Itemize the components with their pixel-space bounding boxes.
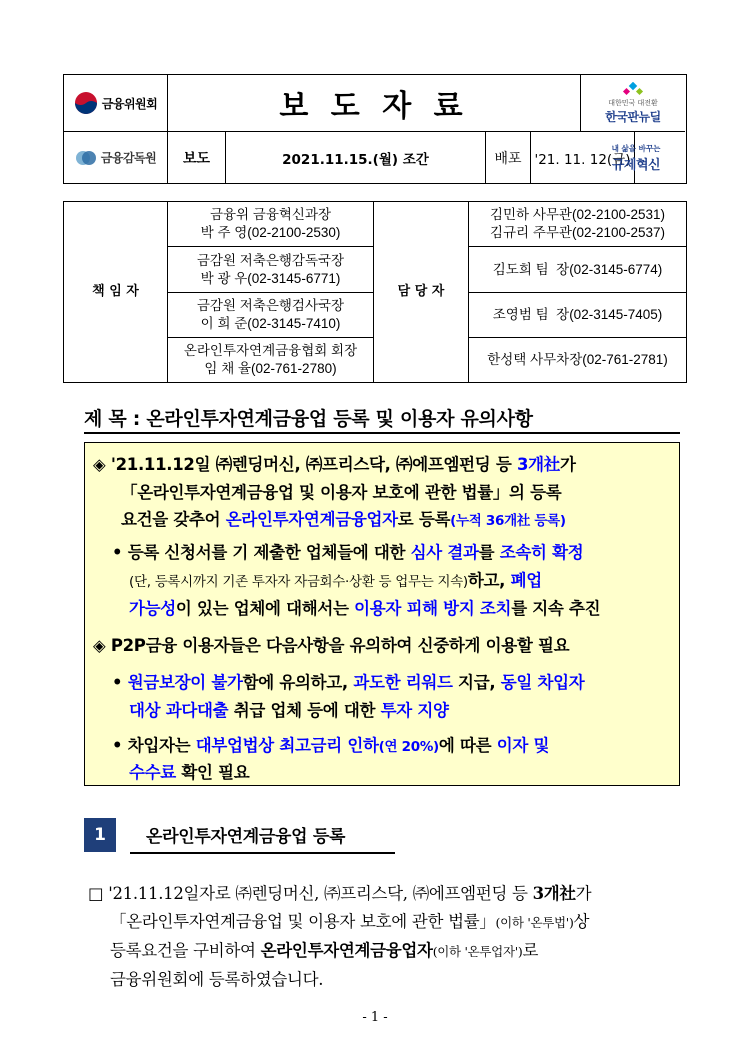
text-span: □ '21.11.12일자로 ㈜렌딩머신, ㈜프리스닥, ㈜에프엠펀딩 등: [88, 884, 533, 903]
fsc-logo-text: 금융위원회: [101, 96, 158, 111]
body-line-4: [110, 966, 323, 990]
summary-sub-1-line-1: [112, 539, 583, 563]
responsible-4-title: 온라인투자연계금융협회 회장: [183, 343, 358, 358]
distribute-date: '21. 11. 12(금): [534, 151, 631, 168]
fss-logo-cell: [64, 132, 168, 183]
summary-sub-1-line-3: [129, 595, 600, 619]
section-title-text: 온라인투자연계금융업 등록: [146, 827, 346, 847]
summary-sub-1-line-2: [129, 567, 542, 591]
distribute-label: 배포: [494, 150, 522, 167]
emphasis-span: 수수료: [129, 763, 176, 782]
release-date: 2021.11.15.(월) 조간: [282, 151, 429, 168]
body-line-2: [110, 908, 589, 932]
title-cell: [168, 75, 581, 132]
emphasis-span: 3개社: [516, 455, 560, 474]
emphasis-span: 이자 및: [496, 736, 550, 755]
text-span: (이하 '온투업자'): [432, 944, 523, 959]
fss-logo-text: 금융감독원: [100, 151, 157, 165]
emphasis-span: 대상 과다대출: [129, 701, 229, 720]
text-span: (이하 '온투법'): [495, 915, 574, 930]
section-number: 1: [94, 825, 106, 845]
text-span: 를: [478, 543, 500, 562]
emphasis-span: 대부업법상 최고금리 인하: [195, 736, 379, 755]
bullet-dot: •: [112, 673, 128, 692]
subject-underline: [84, 432, 680, 434]
responsible-row-4: [167, 337, 374, 383]
manager-row-4: [468, 337, 687, 383]
manager-label: 담 당 자: [397, 284, 445, 299]
manager-row-3: [468, 292, 687, 338]
new-deal-emblem-icon: [620, 82, 646, 98]
text-span: (단, 등록시까지 기존 투자자 자금회수·상환 등 업무는 지속): [129, 574, 468, 590]
emphasis-span: (연 20%): [378, 739, 439, 755]
new-deal-logo-cell: [581, 75, 685, 132]
responsible-3-contact: 이 희 준(02-3145-7410): [200, 316, 341, 331]
text-span: 금융위원회에 등록하였습니다.: [110, 970, 324, 989]
summary-sub-3-line-2: [129, 759, 249, 783]
emphasis-span: 이용자 피해 방지 조치: [354, 599, 512, 618]
emphasis-span: 온라인투자연계금융업자: [225, 510, 398, 529]
manager-1-contact: 김민하 사무관(02-2100-2531): [489, 207, 666, 222]
text-span: 확인 필요: [175, 763, 250, 782]
distribute-label-cell: [486, 132, 531, 183]
release-label: 보도: [182, 150, 211, 167]
text-span: 상: [573, 912, 590, 931]
page-title: 보 도 자 료: [279, 89, 469, 124]
regulation-logo: [588, 138, 684, 178]
page-number-text: - 1 -: [362, 1010, 388, 1025]
body-line-1: [88, 880, 591, 904]
summary-bullet-1-line-1: [93, 451, 576, 475]
responsible-label: 책 임 자: [92, 284, 139, 299]
release-label-cell: [168, 132, 226, 183]
summary-box: [84, 442, 680, 786]
fsc-logo-cell: [64, 75, 168, 132]
manager-2-contact: 김도희 팀 장(02-3145-6774): [492, 261, 663, 277]
section-number-badge: [84, 818, 116, 852]
text-span: ◈ '21.11.12일 ㈜렌딩머신, ㈜프리스닥, ㈜에프엠펀딩 등: [93, 455, 517, 474]
emphasis-span: 원금보장이 불가: [127, 673, 243, 692]
text-span: 에 따른: [438, 736, 497, 755]
text-span: 를 지속 추진: [511, 599, 601, 618]
page-number: [0, 1010, 750, 1025]
text-span: 등록요건을 구비하여: [110, 941, 261, 960]
responsible-row-3: [167, 292, 374, 338]
emphasis-span: (누적 36개社 등록): [450, 513, 566, 529]
manager-row-2: [468, 246, 687, 293]
summary-sub-3-line-1: [112, 732, 549, 756]
summary-sub-2-line-1: [112, 669, 584, 693]
emphasis-span: 조속히 확정: [499, 543, 584, 562]
responsible-row-2: [167, 246, 374, 293]
text-span: 함에 유의하고,: [242, 673, 354, 692]
emphasis-span: 심사 결과: [410, 543, 479, 562]
responsible-label-cell: [63, 201, 168, 383]
text-span: ◈ P2P금융 이용자들은 다음사항을 유의하여 신중하게 이용할 필요: [93, 636, 570, 655]
subject-heading: [84, 404, 533, 431]
responsible-1-contact: 박 주 영(02-2100-2530): [200, 225, 341, 240]
text-span: 지급,: [452, 673, 501, 692]
body-line-3: [110, 937, 538, 961]
responsible-1-title: 금융위 금융혁신과장: [209, 207, 332, 222]
text-span: 로 등록: [397, 510, 451, 529]
emphasis-span: 과도한 리워드: [353, 673, 453, 692]
contacts-table: [63, 201, 687, 383]
text-span: 하고,: [467, 571, 511, 590]
text-span: 가: [575, 884, 592, 903]
new-deal-small-text: 대한민국 대전환: [608, 98, 658, 107]
responsible-3-title: 금감원 저축은행검사국장: [196, 298, 345, 313]
summary-sub-2-line-2: [129, 697, 449, 721]
text-span: 취급 업체 등에 대한: [228, 701, 381, 720]
emphasis-span: 3개社: [532, 884, 576, 903]
fsc-emblem-icon: [74, 91, 98, 115]
text-span: 이 있는 업체에 대해서는: [175, 599, 355, 618]
text-span: 「온라인투자연계금융업 및 이용자 보호에 관한 법률」의 등록: [121, 483, 562, 502]
emphasis-span: 동일 차입자: [500, 673, 585, 692]
regulation-text: 규제혁신: [611, 158, 661, 173]
section-title: [134, 822, 345, 847]
summary-bullet-1-line-2: [121, 479, 561, 503]
regulation-small-text: 내 삶을 바꾸는: [611, 144, 661, 153]
subject-text: 제 목 : 온라인투자연계금융업 등록 및 이용자 유의사항: [84, 408, 533, 430]
new-deal-text: 한국판뉴딜: [605, 109, 661, 124]
emphasis-span: 폐업: [510, 571, 542, 590]
text-span: 가: [559, 455, 576, 474]
summary-bullet-1-line-3: [121, 506, 566, 530]
text-span: • 차입자는: [112, 736, 196, 755]
emphasis-span: 투자 지양: [380, 701, 449, 720]
manager-3-contact: 조영범 팀 장(02-3145-7405): [492, 307, 663, 322]
emphasis-span: 온라인투자연계금융업자: [260, 941, 433, 960]
release-date-cell: [226, 132, 486, 183]
manager-row-1: [468, 201, 687, 247]
text-span: 「온라인투자연계금융업 및 이용자 보호에 관한 법률」: [110, 912, 496, 931]
text-span: • 등록 신청서를 기 제출한 업체들에 대한: [112, 543, 411, 562]
responsible-row-1: [167, 201, 374, 247]
section-underline: [130, 852, 395, 854]
manager-4-contact: 한성택 사무차장(02-761-2781): [487, 352, 668, 367]
summary-bullet-2: [93, 632, 569, 656]
manager-1b-contact: 김규리 주무관(02-2100-2537): [489, 225, 666, 240]
responsible-2-title: 금감원 저축은행감독국장: [196, 252, 345, 268]
responsible-4-contact: 임 채 율(02-761-2780): [204, 361, 337, 376]
text-span: 요건을 갖추어: [121, 510, 226, 529]
responsible-2-contact: 박 광 우(02-3145-6771): [200, 270, 341, 286]
fss-emblem-icon: [75, 147, 97, 169]
manager-label-cell: [373, 201, 469, 383]
text-span: 로: [522, 941, 539, 960]
emphasis-span: 가능성: [129, 599, 176, 618]
